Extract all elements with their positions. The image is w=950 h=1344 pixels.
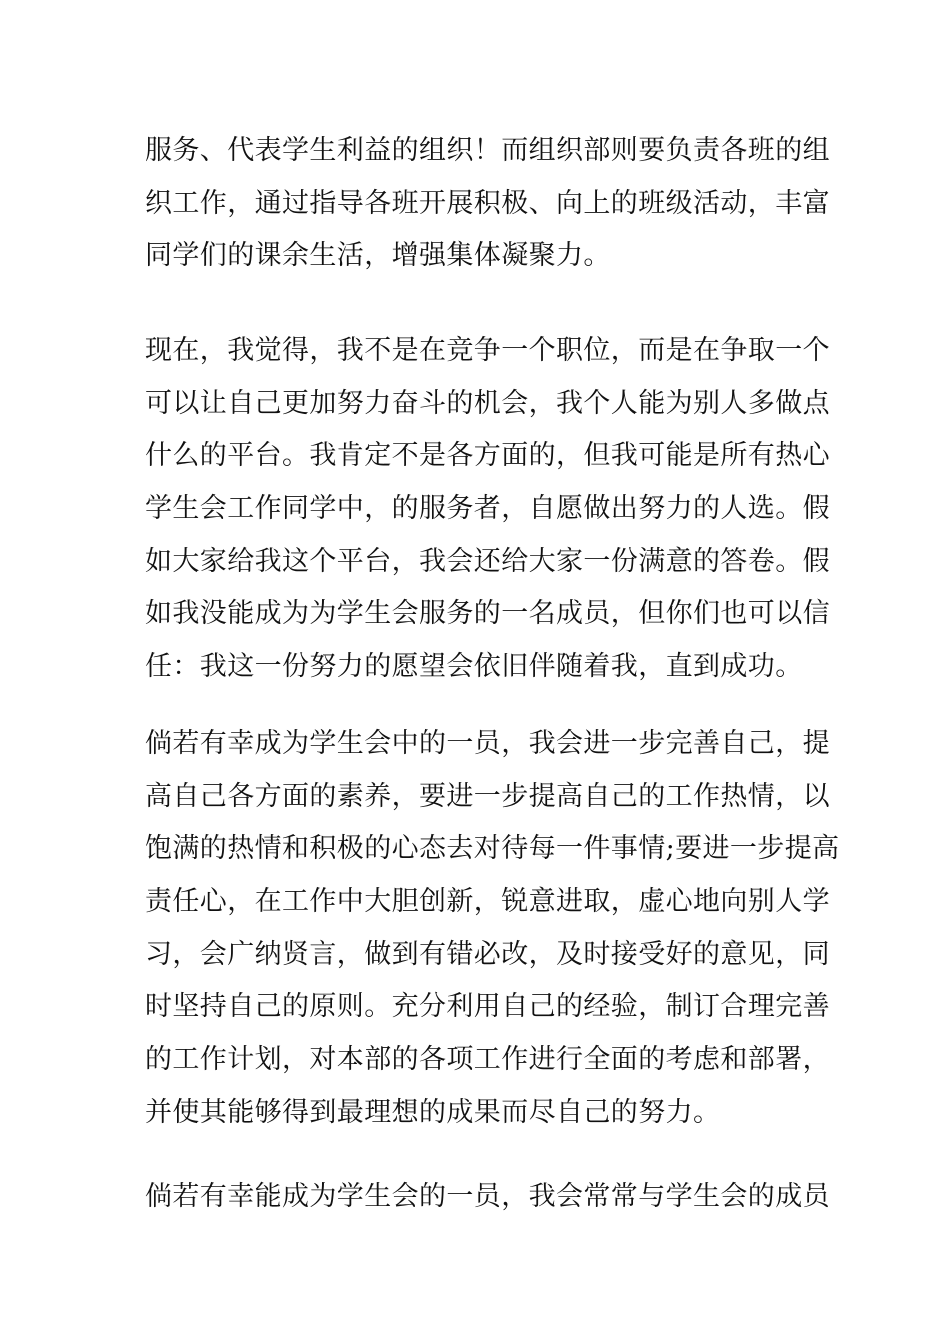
text-line: 可以让自己更加努力奋斗的机会，我个人能为别人多做点 (145, 387, 830, 419)
text-line: 高自己各方面的素养，要进一步提高自己的工作热情，以 (145, 780, 830, 812)
text-line: 倘若有幸能成为学生会的一员，我会常常与学生会的成员 (145, 1181, 830, 1212)
paragraph-1 (145, 125, 830, 283)
text-line: 什么的平台。我肯定不是各方面的，但我可能是所有热心 (145, 440, 830, 472)
text-line: 学生会工作同学中，的服务者，自愿做出努力的人选。假 (145, 493, 830, 525)
text-line: 任：我这一份努力的愿望会依旧伴随着我，直到成功。 (145, 651, 803, 683)
text-line: 织工作，通过指导各班开展积极、向上的班级活动，丰富 (145, 187, 830, 219)
text-line: 时坚持自己的原则。充分利用自己的经验，制订合理完善 (145, 991, 830, 1023)
text-line: 倘若有幸成为学生会中的一员，我会进一步完善自己，提 (145, 728, 830, 759)
text-line: 习，会广纳贤言，做到有错必改，及时接受好的意见，同 (145, 938, 830, 970)
text-line: 饱满的热情和积极的心态去对待每一件事情;要进一步提高 (145, 833, 840, 865)
text-line: 责任心，在工作中大胆创新，锐意进取，虚心地向别人学 (145, 886, 830, 918)
text-line: 如我没能成为为学生会服务的一名成员，但你们也可以信 (145, 598, 830, 630)
text-line: 如大家给我这个平台，我会还给大家一份满意的答卷。假 (145, 545, 830, 577)
text-line: 同学们的课余生活，增强集体凝聚力。 (145, 240, 611, 272)
paragraph-2 (145, 325, 830, 694)
paragraph-4 (145, 1171, 830, 1224)
text-line: 的工作计划，对本部的各项工作进行全面的考虑和部署， (145, 1044, 830, 1076)
text-line: 服务、代表学生利益的组织！而组织部则要负责各班的组 (145, 135, 830, 166)
text-line: 现在，我觉得，我不是在竞争一个职位，而是在争取一个 (145, 335, 830, 366)
paragraph-3 (145, 718, 840, 1140)
text-line: 并使其能够得到最理想的成果而尽自己的努力。 (145, 1096, 721, 1128)
